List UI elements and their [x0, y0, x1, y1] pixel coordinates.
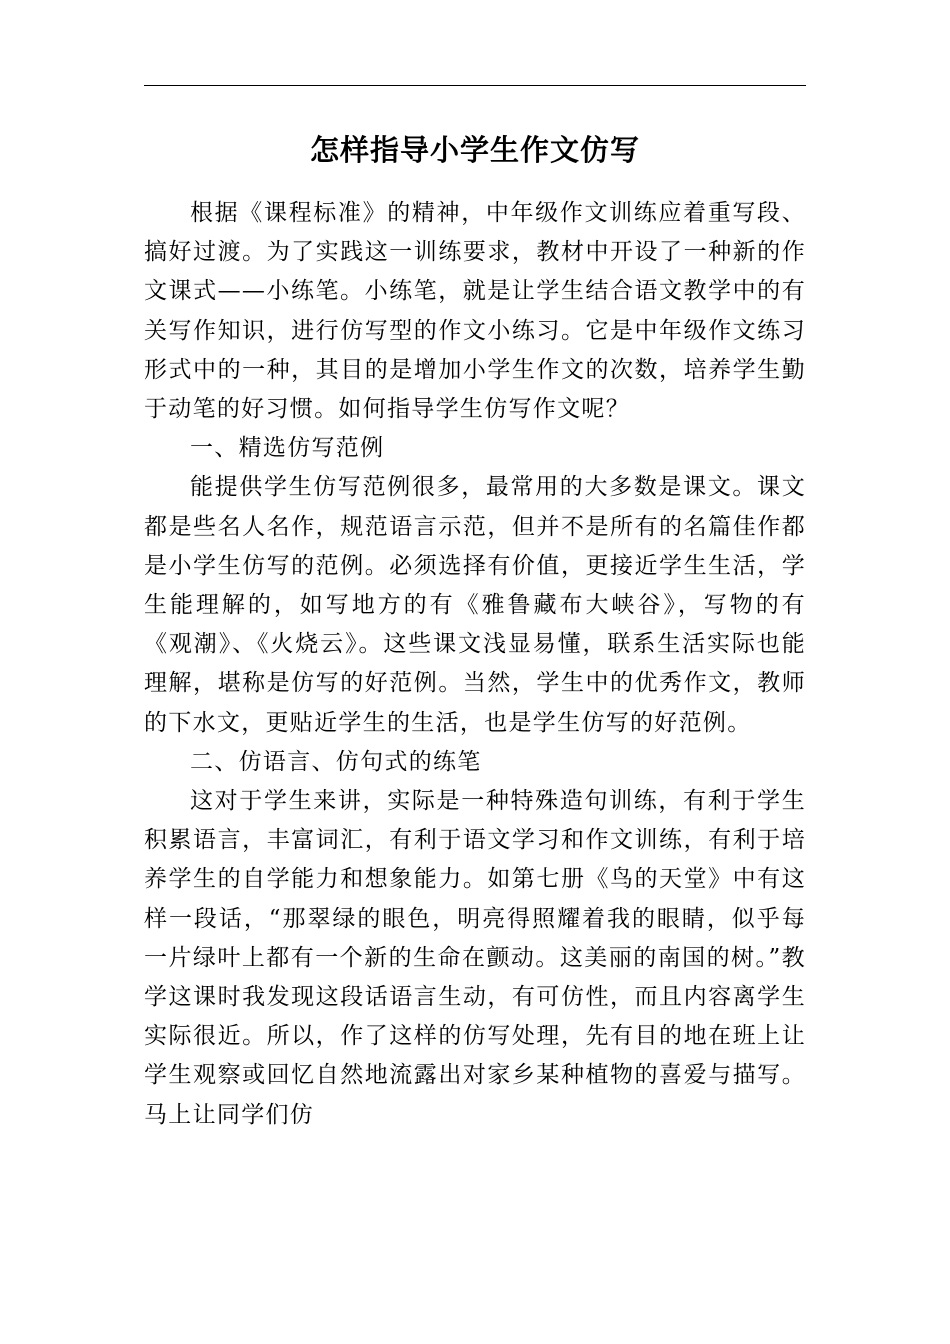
section-2-paragraph: 这对于学生来讲，实际是一种特殊造句训练，有利于学生积累语言，丰富词汇，有利于语文学习和作文训练，有利于培养学生的自学能力和想象能力。如第七册《鸟的天堂》中有这样一段话，“那翠绿的眼色，明亮得照耀着我的眼睛，似乎每一片绿叶上都有一个新的生命在颤动。这美丽的南国的树。”教学这课时我发现这段话语言生动，有可仿性，而且内容离学生实际很近。所以，作了这样的仿写处理，先有目的地在班上让学生观察或回忆自然地流露出对家乡某种植物的喜爱与描写。马上让同学们仿: [144, 788, 806, 1128]
header-rule: [144, 85, 806, 86]
section-1-paragraph: 能提供学生仿写范例很多，最常用的大多数是课文。课文都是些名人名作，规范语言示范，但并不是所有的名篇佳作都是小学生仿写的范例。必须选择有价值，更接近学生生活，学生能理解的，如写地方的有《雅鲁藏布大峡谷》，写物的有《观潮》、《火烧云》。这些课文浅显易懂，联系生活实际也能理解，堪称是仿写的好范例。当然，学生中的优秀作文，教师的下水文，更贴近学生的生活，也是学生仿写的好范例。: [144, 474, 806, 736]
document-title: 怎样指导小学生作文仿写: [309, 133, 640, 167]
section-heading-1: 一、精选仿写范例: [190, 435, 385, 462]
section-heading-2: 二、仿语言、仿句式的练笔: [190, 748, 482, 775]
document-body: [144, 194, 806, 1135]
intro-paragraph: 根据《课程标准》的精神，中年级作文训练应着重写段、搞好过渡。为了实践这一训练要求，教材中开设了一种新的作文课式——小练笔。小练笔，就是让学生结合语文教学中的有关写作知识，进行仿写型的作文小练习。它是中年级作文练习形式中的一种，其目的是增加小学生作文的次数，培养学生勤于动笔的好习惯。如何指导学生仿写作文呢？: [144, 200, 806, 423]
